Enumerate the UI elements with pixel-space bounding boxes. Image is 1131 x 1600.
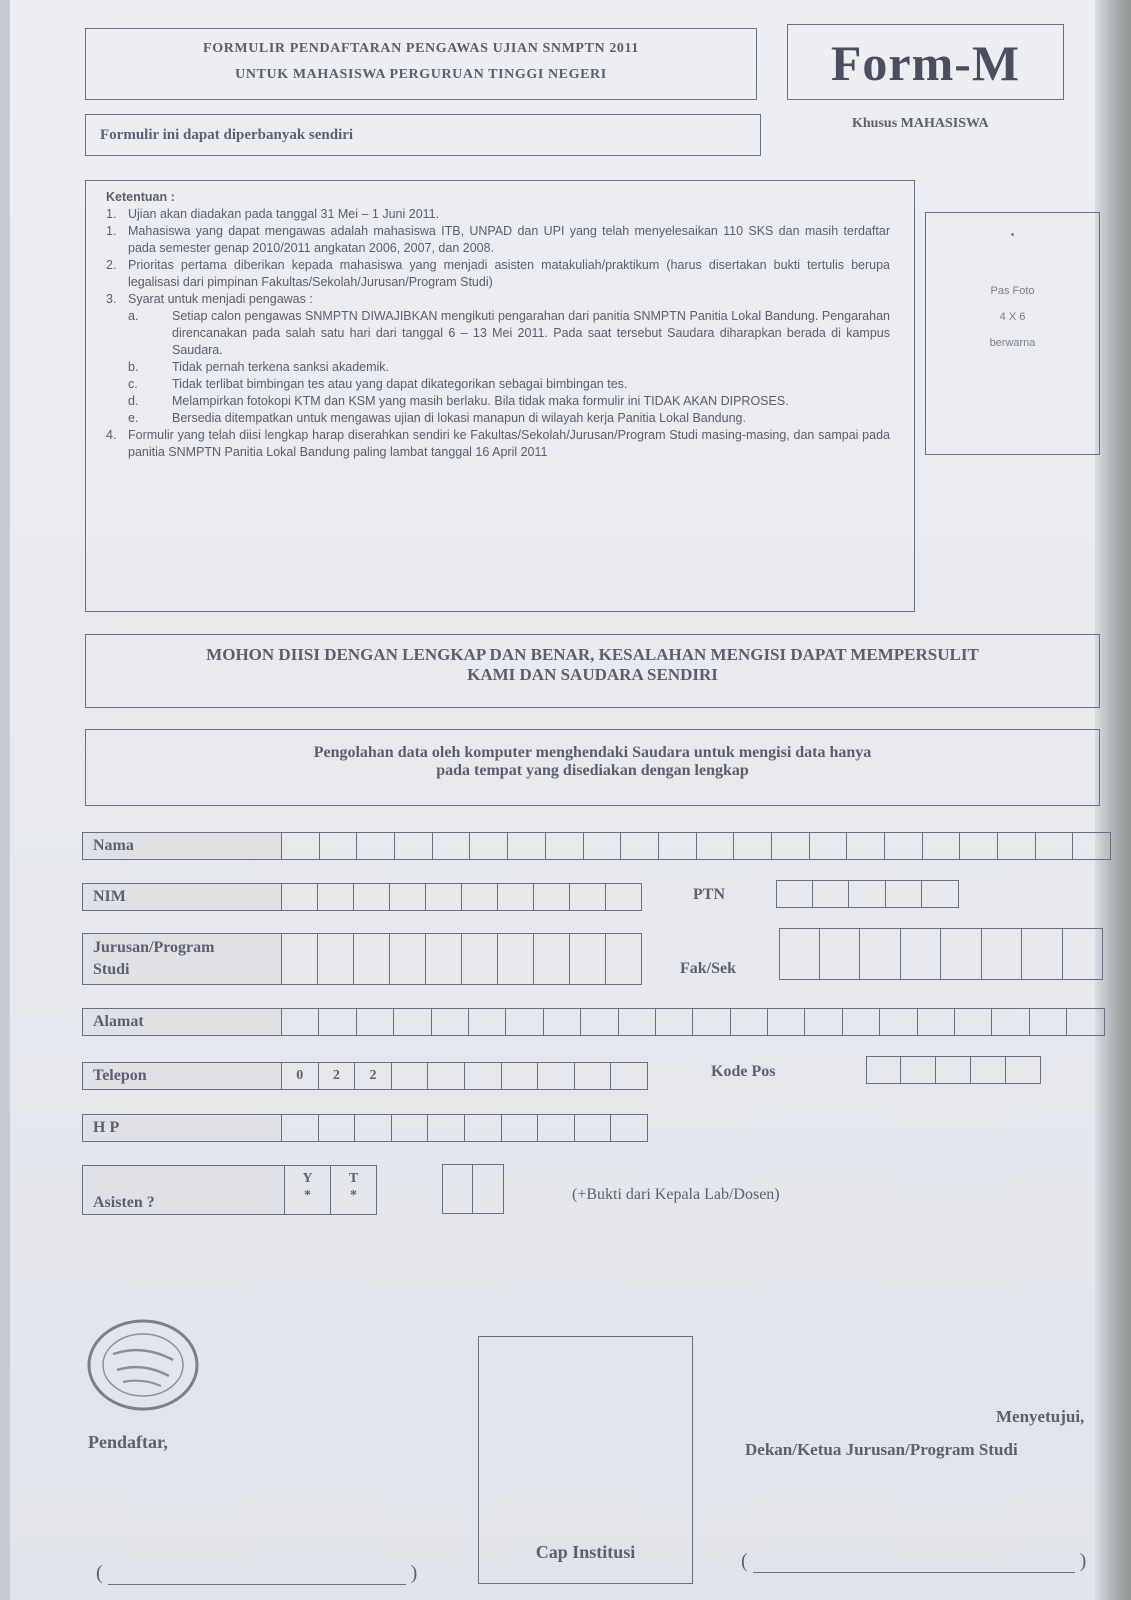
asisten-answer-cells[interactable] [442, 1164, 504, 1214]
dean-signature-rule [753, 1554, 1075, 1573]
registrar-stamp [83, 1316, 201, 1414]
char-cell[interactable] [611, 1062, 648, 1090]
char-cell[interactable] [354, 883, 390, 911]
char-cell[interactable] [1006, 1056, 1041, 1084]
provision-subitem: e. Bersedia ditempatkan untuk mengawas ujian di lokasi manapun di wilayah kerja Panitia Lokal Bandung. [128, 411, 746, 425]
char-cell[interactable] [469, 1008, 506, 1036]
kode-pos-label: Kode Pos [711, 1063, 776, 1080]
ptn-row [776, 880, 959, 908]
char-cell[interactable] [779, 928, 820, 980]
char-cell[interactable] [575, 1062, 612, 1090]
char-cell[interactable] [805, 1008, 842, 1036]
nim-label: NIM [82, 883, 282, 911]
fak-input-cells[interactable] [779, 928, 1103, 980]
registrar-label: Pendaftar, [88, 1432, 168, 1452]
asisten-yes-mark: * [304, 1188, 311, 1203]
char-cell[interactable] [319, 1008, 356, 1036]
char-cell[interactable] [843, 1008, 880, 1036]
paren-close: ) [410, 1562, 418, 1584]
char-cell[interactable] [611, 1114, 648, 1142]
provision-item: 2. Prioritas pertama diberikan kepada mahasiswa yang menjadi asisten matakuliah/praktikum (harus disertakan bukti tertulis berupa legalisasi dari pimpinan Fakultas/Sekolah/Jurusan/Program Studi) [106, 258, 890, 289]
form-title-line1: FORMULIR PENDAFTARAN PENGAWAS UJIAN SNMPTN 2011 [203, 41, 639, 56]
char-cell[interactable] [534, 883, 570, 911]
fak-row [779, 928, 1103, 980]
char-cell[interactable] [693, 1008, 730, 1036]
approval-label: Menyetujui, [996, 1407, 1085, 1426]
char-cell[interactable] [1063, 928, 1104, 980]
provisions-box [85, 180, 915, 612]
form-title-line2: UNTUK MAHASISWA PERGURUAN TINGGI NEGERI [235, 67, 607, 82]
kode-pos-input-cells[interactable] [866, 1056, 1041, 1084]
char-cell[interactable] [428, 1062, 465, 1090]
char-cell[interactable] [886, 880, 923, 908]
char-cell[interactable] [960, 832, 998, 860]
provision-item: 1. Mahasiswa yang dapat mengawas adalah mahasiswa ITB, UNPAD dan UPI yang telah menyelesaikan 110 SKS dan masih terdaftar pada semester genap 2010/2011 angkatan 2006, 2007, dan 2008. [106, 224, 890, 255]
char-cell[interactable] [971, 1056, 1006, 1084]
char-cell[interactable] [390, 933, 426, 985]
asisten-row [82, 1165, 377, 1215]
paren-open: ( [741, 1550, 748, 1572]
char-cell[interactable] [282, 883, 318, 911]
nama-label: Nama [82, 832, 282, 860]
char-cell[interactable] [570, 883, 606, 911]
telepon-label: Telepon [82, 1062, 282, 1090]
char-cell[interactable] [606, 933, 642, 985]
char-cell[interactable] [470, 832, 508, 860]
char-cell[interactable]: 2 [355, 1062, 392, 1090]
telepon-row [82, 1062, 648, 1090]
page-edge-left [0, 0, 10, 1600]
char-cell[interactable] [462, 883, 498, 911]
char-cell[interactable] [354, 933, 390, 985]
nama-row [82, 832, 1111, 860]
char-cell[interactable] [1022, 928, 1063, 980]
char-cell[interactable] [731, 1008, 768, 1036]
asisten-yes-letter: Y [302, 1171, 313, 1186]
asisten-no-letter: T [348, 1171, 359, 1186]
char-cell[interactable] [901, 1056, 936, 1084]
char-cell[interactable] [575, 1114, 612, 1142]
char-cell[interactable] [584, 832, 622, 860]
hp-input-cells[interactable] [282, 1114, 648, 1142]
char-cell[interactable] [357, 1008, 394, 1036]
char-cell[interactable] [813, 880, 850, 908]
institution-stamp-box[interactable] [478, 1336, 693, 1584]
char-cell[interactable] [936, 1056, 971, 1084]
char-cell[interactable] [1067, 1008, 1104, 1036]
char-cell[interactable] [998, 832, 1036, 860]
photo-placeholder [925, 212, 1100, 455]
char-cell[interactable] [659, 832, 697, 860]
provision-item: 3. Syarat untuk menjadi pengawas : [106, 292, 313, 306]
char-cell[interactable] [392, 1114, 429, 1142]
char-cell[interactable] [621, 832, 659, 860]
char-cell[interactable] [320, 832, 358, 860]
char-cell[interactable] [318, 883, 354, 911]
dean-signature-line[interactable] [741, 1550, 1086, 1573]
char-cell[interactable]: 2 [319, 1062, 356, 1090]
jurusan-row [82, 933, 642, 985]
char-cell[interactable] [581, 1008, 618, 1036]
char-cell[interactable] [319, 1114, 356, 1142]
fill-warning-banner [85, 634, 1100, 708]
photo-dot: • [1010, 229, 1015, 241]
char-cell[interactable] [502, 1114, 539, 1142]
data-processing-banner [85, 729, 1100, 806]
char-cell[interactable] [880, 1008, 917, 1036]
asisten-proof-note: (+Bukti dari Kepala Lab/Dosen) [572, 1186, 780, 1203]
char-cell[interactable] [697, 832, 735, 860]
nim-row [82, 883, 642, 911]
asisten-answer-row [442, 1164, 504, 1214]
char-cell[interactable] [506, 1008, 543, 1036]
char-cell[interactable] [428, 1114, 465, 1142]
char-cell[interactable] [498, 883, 534, 911]
char-cell[interactable] [941, 928, 982, 980]
registrar-signature-line[interactable] [96, 1562, 417, 1585]
char-cell[interactable] [395, 832, 433, 860]
provision-item: 1. Ujian akan diadakan pada tanggal 31 Mei – 1 Juni 2011. [106, 207, 440, 221]
char-cell[interactable] [885, 832, 923, 860]
char-cell[interactable] [282, 1114, 319, 1142]
hp-row [82, 1114, 648, 1142]
char-cell[interactable] [901, 928, 942, 980]
char-cell[interactable] [734, 832, 772, 860]
char-cell[interactable] [426, 933, 462, 985]
char-cell[interactable] [392, 1062, 429, 1090]
char-cell[interactable] [433, 832, 471, 860]
jurusan-label-line1: Jurusan/Program [93, 939, 215, 956]
institution-stamp-label: Cap Institusi [535, 1542, 636, 1562]
char-cell[interactable] [318, 933, 354, 985]
jurusan-label-line2: Studi [93, 961, 130, 978]
char-cell[interactable] [606, 883, 642, 911]
fak-label: Fak/Sek [680, 960, 737, 977]
char-cell[interactable] [357, 832, 395, 860]
page-edge-right [1095, 0, 1131, 1600]
char-cell[interactable] [546, 832, 584, 860]
char-cell[interactable] [502, 1062, 539, 1090]
char-cell[interactable] [992, 1008, 1029, 1036]
char-cell[interactable] [1030, 1008, 1067, 1036]
char-cell[interactable] [923, 832, 961, 860]
dean-label: Dekan/Ketua Jurusan/Program Studi [745, 1440, 1018, 1459]
char-cell[interactable] [390, 883, 426, 911]
ptn-input-cells[interactable] [776, 880, 959, 908]
alamat-row [82, 1008, 1105, 1036]
hp-label: H P [82, 1114, 282, 1142]
telepon-input-cells[interactable] [282, 1062, 648, 1090]
char-cell[interactable] [282, 832, 320, 860]
char-cell[interactable] [465, 1062, 502, 1090]
processing-line1: Pengolahan data oleh komputer menghendaki Saudara untuk mengisi data hanya [313, 744, 872, 761]
char-cell[interactable] [538, 1114, 575, 1142]
char-cell[interactable] [860, 928, 901, 980]
photo-label: Pas Foto [990, 285, 1035, 297]
kode-pos-row [866, 1056, 1041, 1084]
asisten-answer-cell[interactable] [442, 1164, 473, 1214]
provision-subitem: a. Setiap calon pengawas SNMPTN DIWAJIBKAN mengikuti pengarahan dari panitia SNMPTN Panitia Lokal Bandung. Pengarahan direncanakan pada salah satu hari dari tanggal 6 – 13 Mei 2011. Pada saat tersebut Saudara diharapkan berada di kampus Saudara. [128, 309, 890, 357]
char-cell[interactable] [570, 933, 606, 985]
ptn-label: PTN [693, 886, 725, 903]
asisten-no-mark: * [350, 1188, 357, 1203]
char-cell[interactable] [1073, 832, 1111, 860]
asisten-no-option[interactable] [331, 1165, 377, 1215]
char-cell[interactable] [776, 880, 813, 908]
char-cell[interactable]: 0 [282, 1062, 319, 1090]
char-cell[interactable] [866, 1056, 901, 1084]
char-cell[interactable] [432, 1008, 469, 1036]
registrar-signature-rule [108, 1566, 406, 1585]
char-cell[interactable] [820, 928, 861, 980]
photo-color: berwarna [989, 337, 1036, 349]
form-code-box [787, 24, 1064, 100]
asisten-answer-cell[interactable] [473, 1164, 504, 1214]
char-cell[interactable] [768, 1008, 805, 1036]
char-cell[interactable] [849, 880, 886, 908]
provision-subitem: b. Tidak pernah terkena sanksi akademik. [128, 360, 390, 374]
form-code: Form-M [830, 35, 1021, 91]
warning-line2: KAMI DAN SAUDARA SENDIRI [467, 665, 718, 684]
char-cell[interactable] [508, 832, 546, 860]
char-cell[interactable] [1036, 832, 1074, 860]
char-cell[interactable] [847, 832, 885, 860]
nim-input-cells[interactable] [282, 883, 642, 911]
char-cell[interactable] [619, 1008, 656, 1036]
char-cell[interactable] [772, 832, 810, 860]
nama-input-cells[interactable] [282, 832, 1111, 860]
char-cell[interactable] [544, 1008, 581, 1036]
char-cell[interactable] [982, 928, 1023, 980]
warning-line1: MOHON DIISI DENGAN LENGKAP DAN BENAR, KESALAHAN MENGISI DAPAT MEMPERSULIT [206, 645, 979, 664]
paren-open: ( [96, 1562, 103, 1584]
paren-close: ) [1079, 1550, 1087, 1572]
char-cell[interactable] [534, 933, 570, 985]
provision-subitem: d. Melampirkan fotokopi KTM dan KSM yang masih berlaku. Bila tidak maka formulir ini TIDAK AKAN DIPROSES. [128, 394, 789, 408]
jurusan-input-cells[interactable] [282, 933, 642, 985]
alamat-input-cells[interactable] [282, 1008, 1105, 1036]
jurusan-label [82, 933, 282, 985]
processing-line2: pada tempat yang disediakan dengan lengkap [436, 762, 749, 779]
char-cell[interactable] [282, 933, 318, 985]
khusus-label: Khusus MAHASISWA [852, 116, 989, 131]
char-cell[interactable] [426, 883, 462, 911]
char-cell[interactable] [462, 933, 498, 985]
copy-note: Formulir ini dapat diperbanyak sendiri [85, 114, 761, 156]
char-cell[interactable] [955, 1008, 992, 1036]
provisions-title: Ketentuan : [106, 190, 175, 204]
char-cell[interactable] [394, 1008, 431, 1036]
form-title-box [85, 28, 757, 100]
alamat-label: Alamat [82, 1008, 282, 1036]
char-cell[interactable] [498, 933, 534, 985]
char-cell[interactable] [810, 832, 848, 860]
provision-subitem: c. Tidak terlibat bimbingan tes atau yang dapat dikategorikan sebagai bimbingan tes. [128, 377, 628, 391]
photo-size: 4 X 6 [999, 311, 1026, 323]
asisten-yes-option[interactable] [285, 1165, 331, 1215]
char-cell[interactable] [922, 880, 959, 908]
char-cell[interactable] [918, 1008, 955, 1036]
char-cell[interactable] [538, 1062, 575, 1090]
provision-item: 4. Formulir yang telah diisi lengkap harap diserahkan sendiri ke Fakultas/Sekolah/Jurusan/Program Studi masing-masing, dan sampai pada panitia SNMPTN Panitia Lokal Bandung paling lambat tanggal 16 April 2011 [106, 428, 890, 459]
char-cell[interactable] [656, 1008, 693, 1036]
char-cell[interactable] [465, 1114, 502, 1142]
char-cell[interactable] [282, 1008, 319, 1036]
char-cell[interactable] [355, 1114, 392, 1142]
asisten-label: Asisten ? [82, 1165, 285, 1215]
